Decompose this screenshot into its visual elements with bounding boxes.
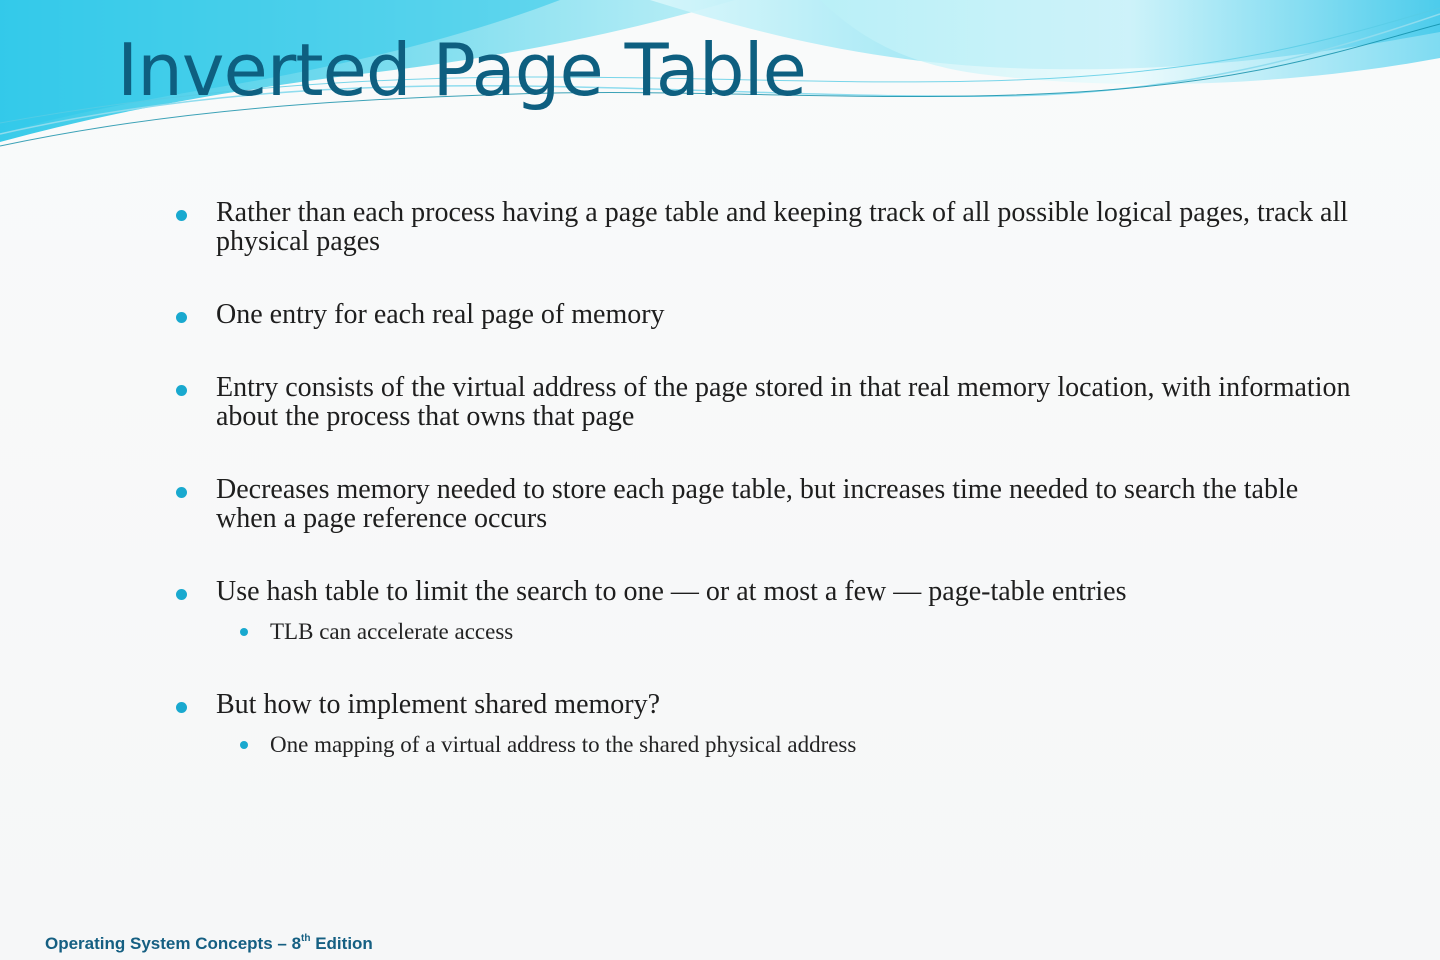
footer-edition: Edition xyxy=(310,934,373,953)
bullet-item: But how to implement shared memory? xyxy=(175,690,1365,719)
sub-bullet-item: One mapping of a virtual address to the shared physical address xyxy=(270,731,1365,759)
bullet-item: Rather than each process having a page table and keeping track of all possible logical pages, track all physical pages xyxy=(175,198,1365,256)
footer-edition-superscript: th xyxy=(301,933,311,945)
bullet-list xyxy=(175,198,1365,803)
bullet-item: Decreases memory needed to store each page table, but increases time needed to search the table when a page reference occurs xyxy=(175,475,1365,533)
footer-title: Operating System Concepts – 8 xyxy=(45,934,302,953)
footer xyxy=(45,934,373,954)
bullet-item: Use hash table to limit the search to one — or at most a few — page-table entries xyxy=(175,577,1365,606)
sub-bullet-item: TLB can accelerate access xyxy=(270,618,1365,646)
bullet-item: Entry consists of the virtual address of the page stored in that real memory location, with information about the process that owns that page xyxy=(175,373,1365,431)
page-title: Inverted Page Table xyxy=(117,28,806,112)
bullet-item: One entry for each real page of memory xyxy=(175,300,1365,329)
